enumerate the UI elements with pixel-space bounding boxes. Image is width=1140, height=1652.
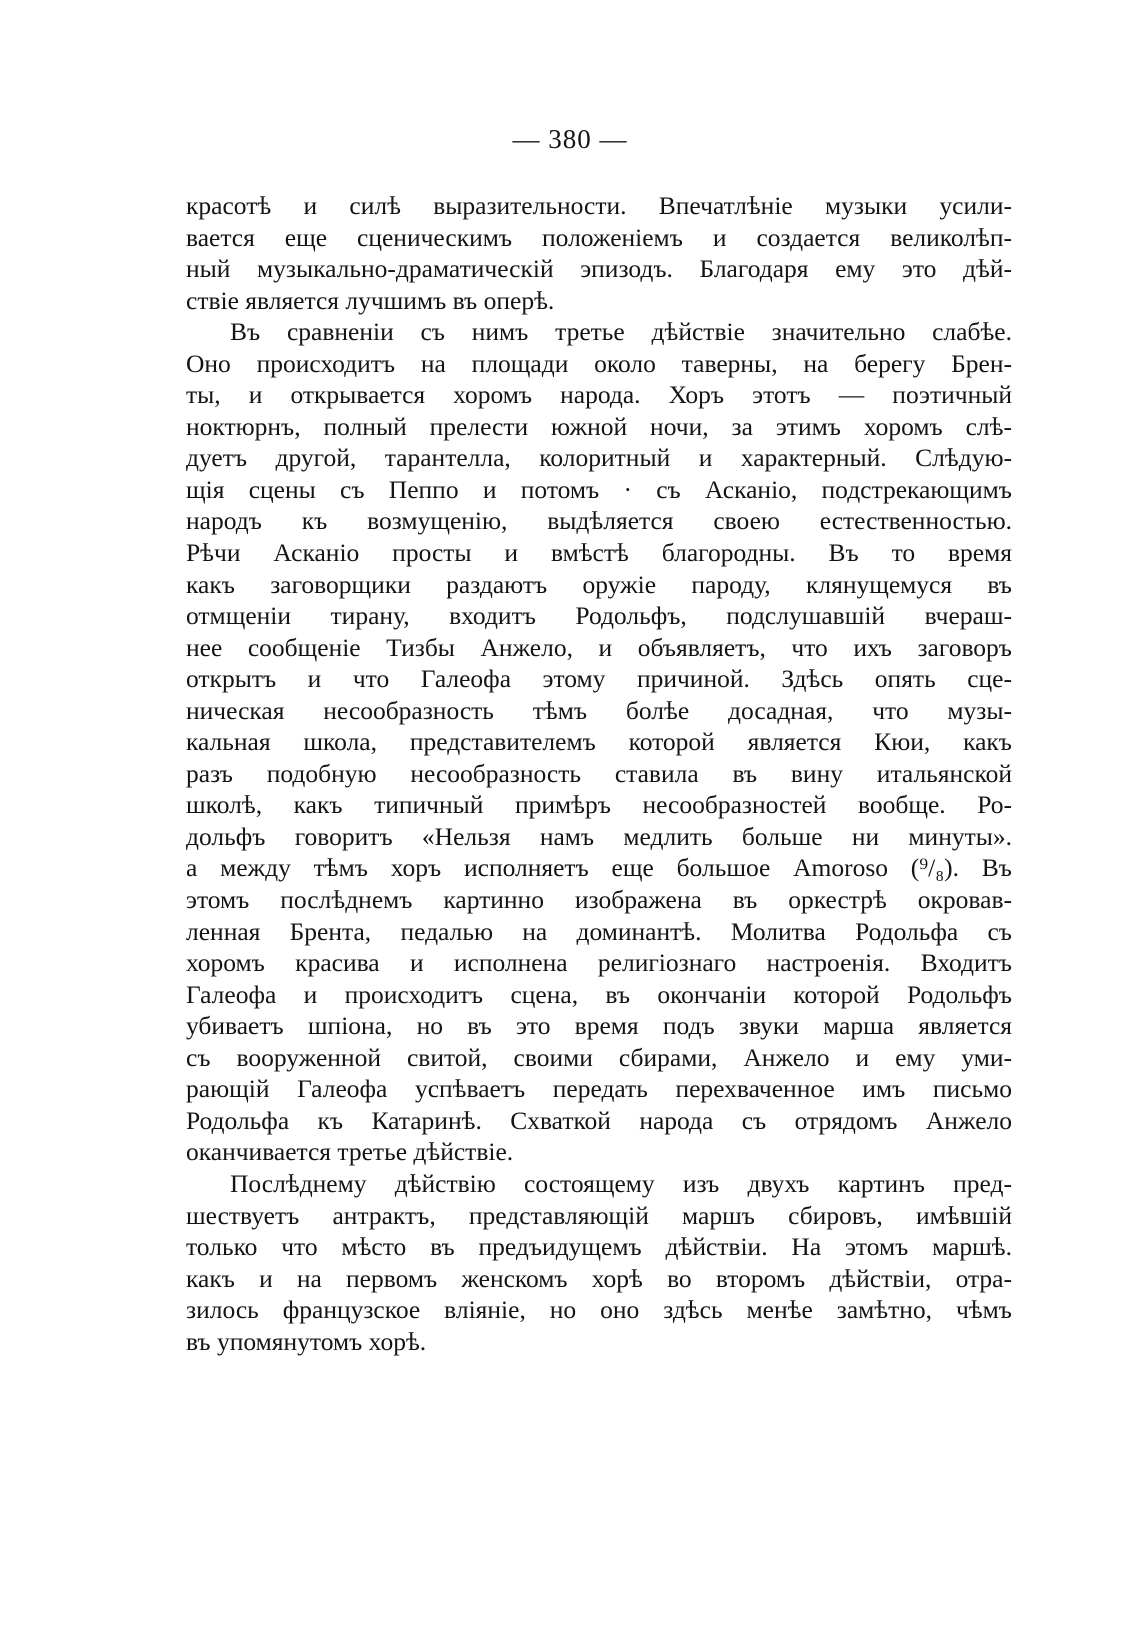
text-line: въ упомянутомъ хорѣ. xyxy=(186,1326,427,1356)
text-line: какъ и на первомъ женскомъ хорѣ во второмъ дѣйствіи, отра- xyxy=(186,1263,1012,1293)
text-line: Въ сравненіи съ нимъ третье дѣйствіе значительно слабѣе. xyxy=(230,317,1012,347)
text-line: ты, и открывается хоромъ народа. Хоръ этотъ — поэтичный xyxy=(186,380,1012,410)
text-line: Галеофа и происходитъ сцена, въ окончаніи которой Родольфъ xyxy=(186,979,1012,1009)
paragraph-2 xyxy=(186,316,1012,1168)
text-line: какъ заговорщики раздаютъ оружіе пароду, клянущемуся въ xyxy=(186,569,1012,599)
text-line: Послѣднему дѣйствію состоящему изъ двухъ картинъ пред- xyxy=(230,1168,1012,1198)
body-text xyxy=(186,190,1012,1357)
text-line: ленная Брента, педалью на доминантѣ. Молитва Родольфа съ xyxy=(186,916,1012,946)
text-line: хоромъ красива и исполнена религіознаго настроенія. Входитъ xyxy=(186,948,1012,978)
text-line: отмщеніи тирану, входитъ Родольфъ, подслушавшій вчераш- xyxy=(186,601,1012,631)
text-line: вается еще сценическимъ положеніемъ и создается великолѣп- xyxy=(186,222,1012,252)
text-line: нее сообщеніе Тизбы Анжело, и объявляетъ, что ихъ заговоръ xyxy=(186,632,1012,662)
paragraph-3 xyxy=(186,1168,1012,1357)
text-line: а между тѣмъ хоръ исполняетъ еще большое Amoroso (⁹/₈). Въ xyxy=(186,853,1012,883)
text-line: шествуетъ антрактъ, представляющій маршъ сбировъ, имѣвшій xyxy=(186,1200,1012,1230)
text-line: только что мѣсто въ предъидущемъ дѣйствіи. На этомъ маршѣ. xyxy=(186,1232,1012,1262)
text-line: дольфъ говоритъ «Нельзя намъ медлить больше ни минуты». xyxy=(186,821,1012,851)
text-line: дуетъ другой, тарантелла, колоритный и характерный. Слѣдую- xyxy=(186,443,1012,473)
text-line: зилось французское вліяніе, но оно здѣсь менѣе замѣтно, чѣмъ xyxy=(186,1295,1012,1325)
text-line: красотѣ и силѣ выразительности. Впечатлѣніе музыки усили- xyxy=(186,191,1012,220)
text-line: убиваетъ шпіона, но въ это время подъ звуки марша является xyxy=(186,1011,1012,1041)
page-number: — 380 — xyxy=(512,124,628,154)
text-line: Рѣчи Асканіо просты и вмѣстѣ благородны. Въ то время xyxy=(186,538,1012,568)
text-line: школѣ, какъ типичный примѣръ несообразностей вообще. Ро- xyxy=(186,790,1012,820)
text-line: ствіе является лучшимъ въ оперѣ. xyxy=(186,285,555,315)
text-line: Родольфа къ Катаринѣ. Схваткой народа съ отрядомъ Анжело xyxy=(186,1105,1012,1135)
text-line: открытъ и что Галеофа этому причиной. Здѣсь опять сце- xyxy=(186,664,1012,694)
text-line: народъ къ возмущенію, выдѣляется своею естественностью. xyxy=(186,506,1012,536)
text-line: ный музыкально-драматическій эпизодъ. Благодаря ему это дѣй- xyxy=(186,254,1012,284)
text-line: ническая несообразность тѣмъ болѣе досадная, что музы- xyxy=(186,695,1012,725)
paragraph-1 xyxy=(186,190,1012,316)
text-line: Оно происходитъ на площади около таверны, на берегу Брен- xyxy=(186,348,1012,378)
text-line: кальная школа, представителемъ которой является Кюи, какъ xyxy=(186,727,1012,757)
text-line: щія сцены съ Пеппо и потомъ · съ Асканіо, подстрекающимъ xyxy=(186,474,1012,504)
text-line: разъ подобную несообразность ставила въ вину итальянской xyxy=(186,758,1012,788)
text-line: ноктюрнъ, полный прелести южной ночи, за этимъ хоромъ слѣ- xyxy=(186,411,1012,441)
text-line: съ вооруженной свитой, своими сбирами, Анжело и ему уми- xyxy=(186,1042,1012,1072)
text-line: этомъ послѣднемъ картинно изображена въ оркестрѣ окровав- xyxy=(186,885,1012,915)
text-line: рающій Галеофа успѣваетъ передать перехваченное имъ письмо xyxy=(186,1074,1012,1104)
text-line: оканчивается третье дѣйствіе. xyxy=(186,1137,514,1167)
